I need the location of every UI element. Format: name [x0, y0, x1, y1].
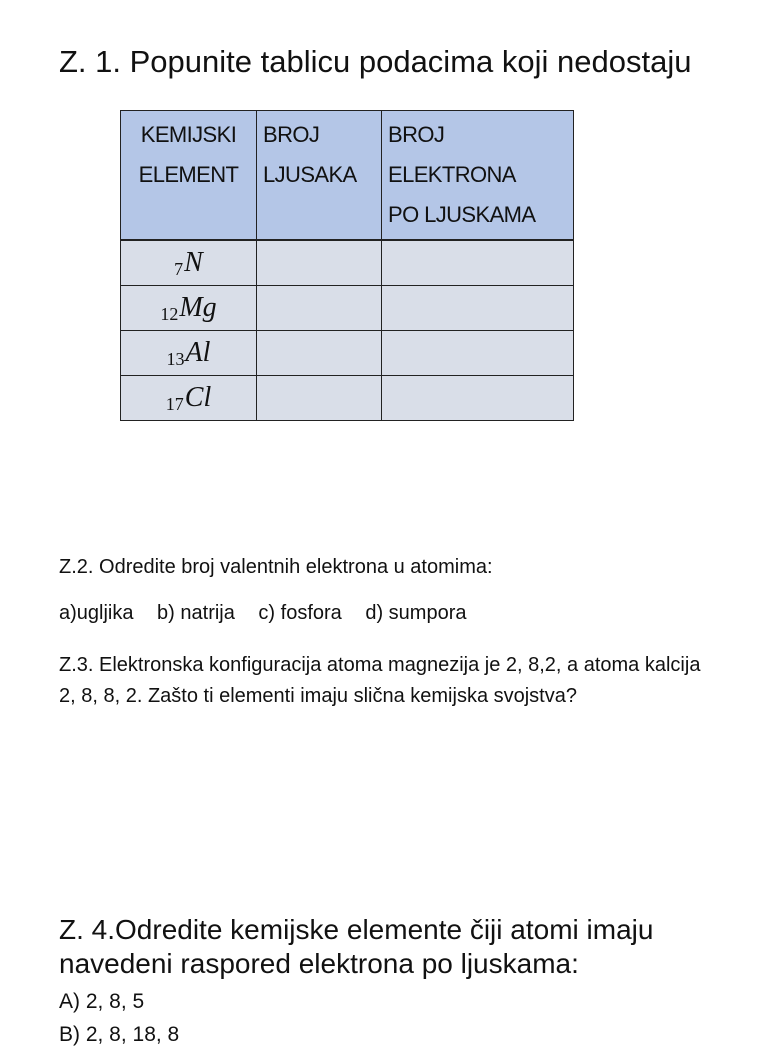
element-cell: $_7$N	[121, 240, 257, 286]
option-d: d) sumpora	[365, 602, 467, 624]
answer-b: B) 2, 8, 18, 8	[59, 1023, 180, 1046]
option-c: c) fosfora	[258, 602, 342, 624]
element-cell: $_{17}$Cl	[121, 376, 257, 421]
option-a: a)ugljika	[59, 602, 134, 624]
element-cell: $_{13}$Al	[121, 331, 257, 376]
table-row	[121, 286, 574, 331]
task4-answers	[59, 985, 179, 1051]
header-element: KEMIJSKI ELEMENT	[121, 111, 257, 241]
task2-question: Z.2. Odredite broj valentnih elektrona u atomima:	[59, 556, 493, 578]
electrons-input-cell[interactable]	[382, 286, 574, 331]
table-row	[121, 240, 574, 286]
shells-input-cell[interactable]	[257, 286, 382, 331]
header-electrons-per-shell: BROJ ELEKTRONA PO LJUSKAMA	[382, 111, 574, 241]
electrons-input-cell[interactable]	[382, 240, 574, 286]
table-row	[121, 376, 574, 421]
table-row	[121, 331, 574, 376]
task1-title: Z. 1. Popunite tablicu podacima koji nedostaju	[59, 44, 692, 79]
table-header-row	[121, 111, 574, 241]
shells-input-cell[interactable]	[257, 240, 382, 286]
header-shells: BROJ LJUSAKA	[257, 111, 382, 241]
elements-table	[120, 110, 574, 421]
task3-text: Z.3. Elektronska konfiguracija atoma magnezija je 2, 8,2, a atoma kalcija 2, 8, 8, 2. Zašto ti elementi imaju slična kemijska svojstva?	[59, 654, 701, 707]
electrons-input-cell[interactable]	[382, 376, 574, 421]
option-b: b) natrija	[157, 602, 235, 624]
task2-options	[59, 602, 485, 625]
shells-input-cell[interactable]	[257, 376, 382, 421]
shells-input-cell[interactable]	[257, 331, 382, 376]
task4-question: Z. 4.Odredite kemijske elemente čiji atomi imaju navedeni raspored elektrona po ljuskama:	[59, 914, 654, 979]
electrons-input-cell[interactable]	[382, 331, 574, 376]
element-cell: $_{12}$Mg	[121, 286, 257, 331]
answer-a: A) 2, 8, 5	[59, 990, 145, 1013]
